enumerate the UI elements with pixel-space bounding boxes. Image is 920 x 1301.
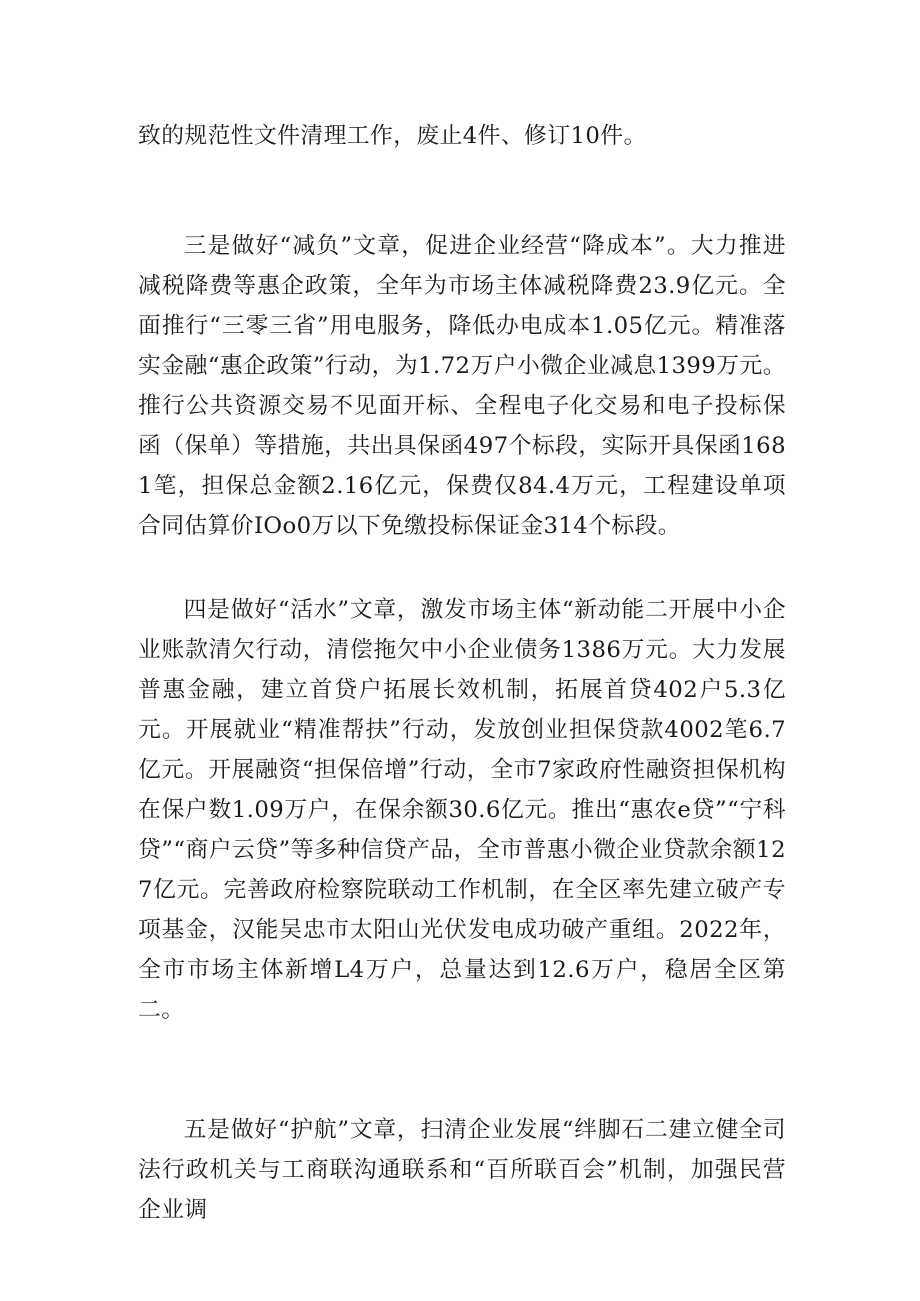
paragraph-continuation: 致的规范性文件清理工作，废止4件、修订10件。 [138, 123, 647, 149]
paragraph-cost-reduction: 三是做好“减负”文章，促进企业经营“降成本”。大力推进减税降费等惠企政策，全年为市场主体减税降费23.9亿元。全面推行“三零三省”用电服务，降低办电成本1.05亿元。精准落实金融“惠企政策”行动，为1.72万户小微企业减息1399万元。推行公共资源交易不见面开标、全程电子化交易和电子投标保函（保单）等措施，共出具保函497个标段，实际开具保函1681笔，担保总金额2.16亿元，保费仅84.4万元，工程建设单项合同估算价IOo0万以下免缴投标保证金314个标段。 [138, 233, 786, 539]
paragraph-escort: 五是做好“护航”文章，扫清企业发展“绊脚石二建立健全司法行政机关与工商联沟通联系和“百所联百会”机制，加强民营企业调 [138, 1117, 786, 1223]
paragraph-market-vitality: 四是做好“活水”文章，激发市场主体“新动能二开展中小企业账款清欠行动，清偿拖欠中小企业债务1386万元。大力发展普惠金融，建立首贷户拓展长效机制，拓展首贷402户5.3亿元。开展就业“精准帮扶”行动，发放创业担保贷款4002笔6.7亿元。开展融资“担保倍增”行动，全市7家政府性融资担保机构在保户数1.09万户，在保余额30.6亿元。推出“惠农e贷”“宁科贷”“商户云贷”等多种信贷产品，全市普惠小微企业贷款余额127亿元。完善政府检察院联动工作机制，在全区率先建立破产专项基金，汉能吴忠市太阳山光伏发电成功破产重组。2022年，全市市场主体新增L4万户，总量达到12.6万户，稳居全区第二。 [138, 597, 786, 1023]
